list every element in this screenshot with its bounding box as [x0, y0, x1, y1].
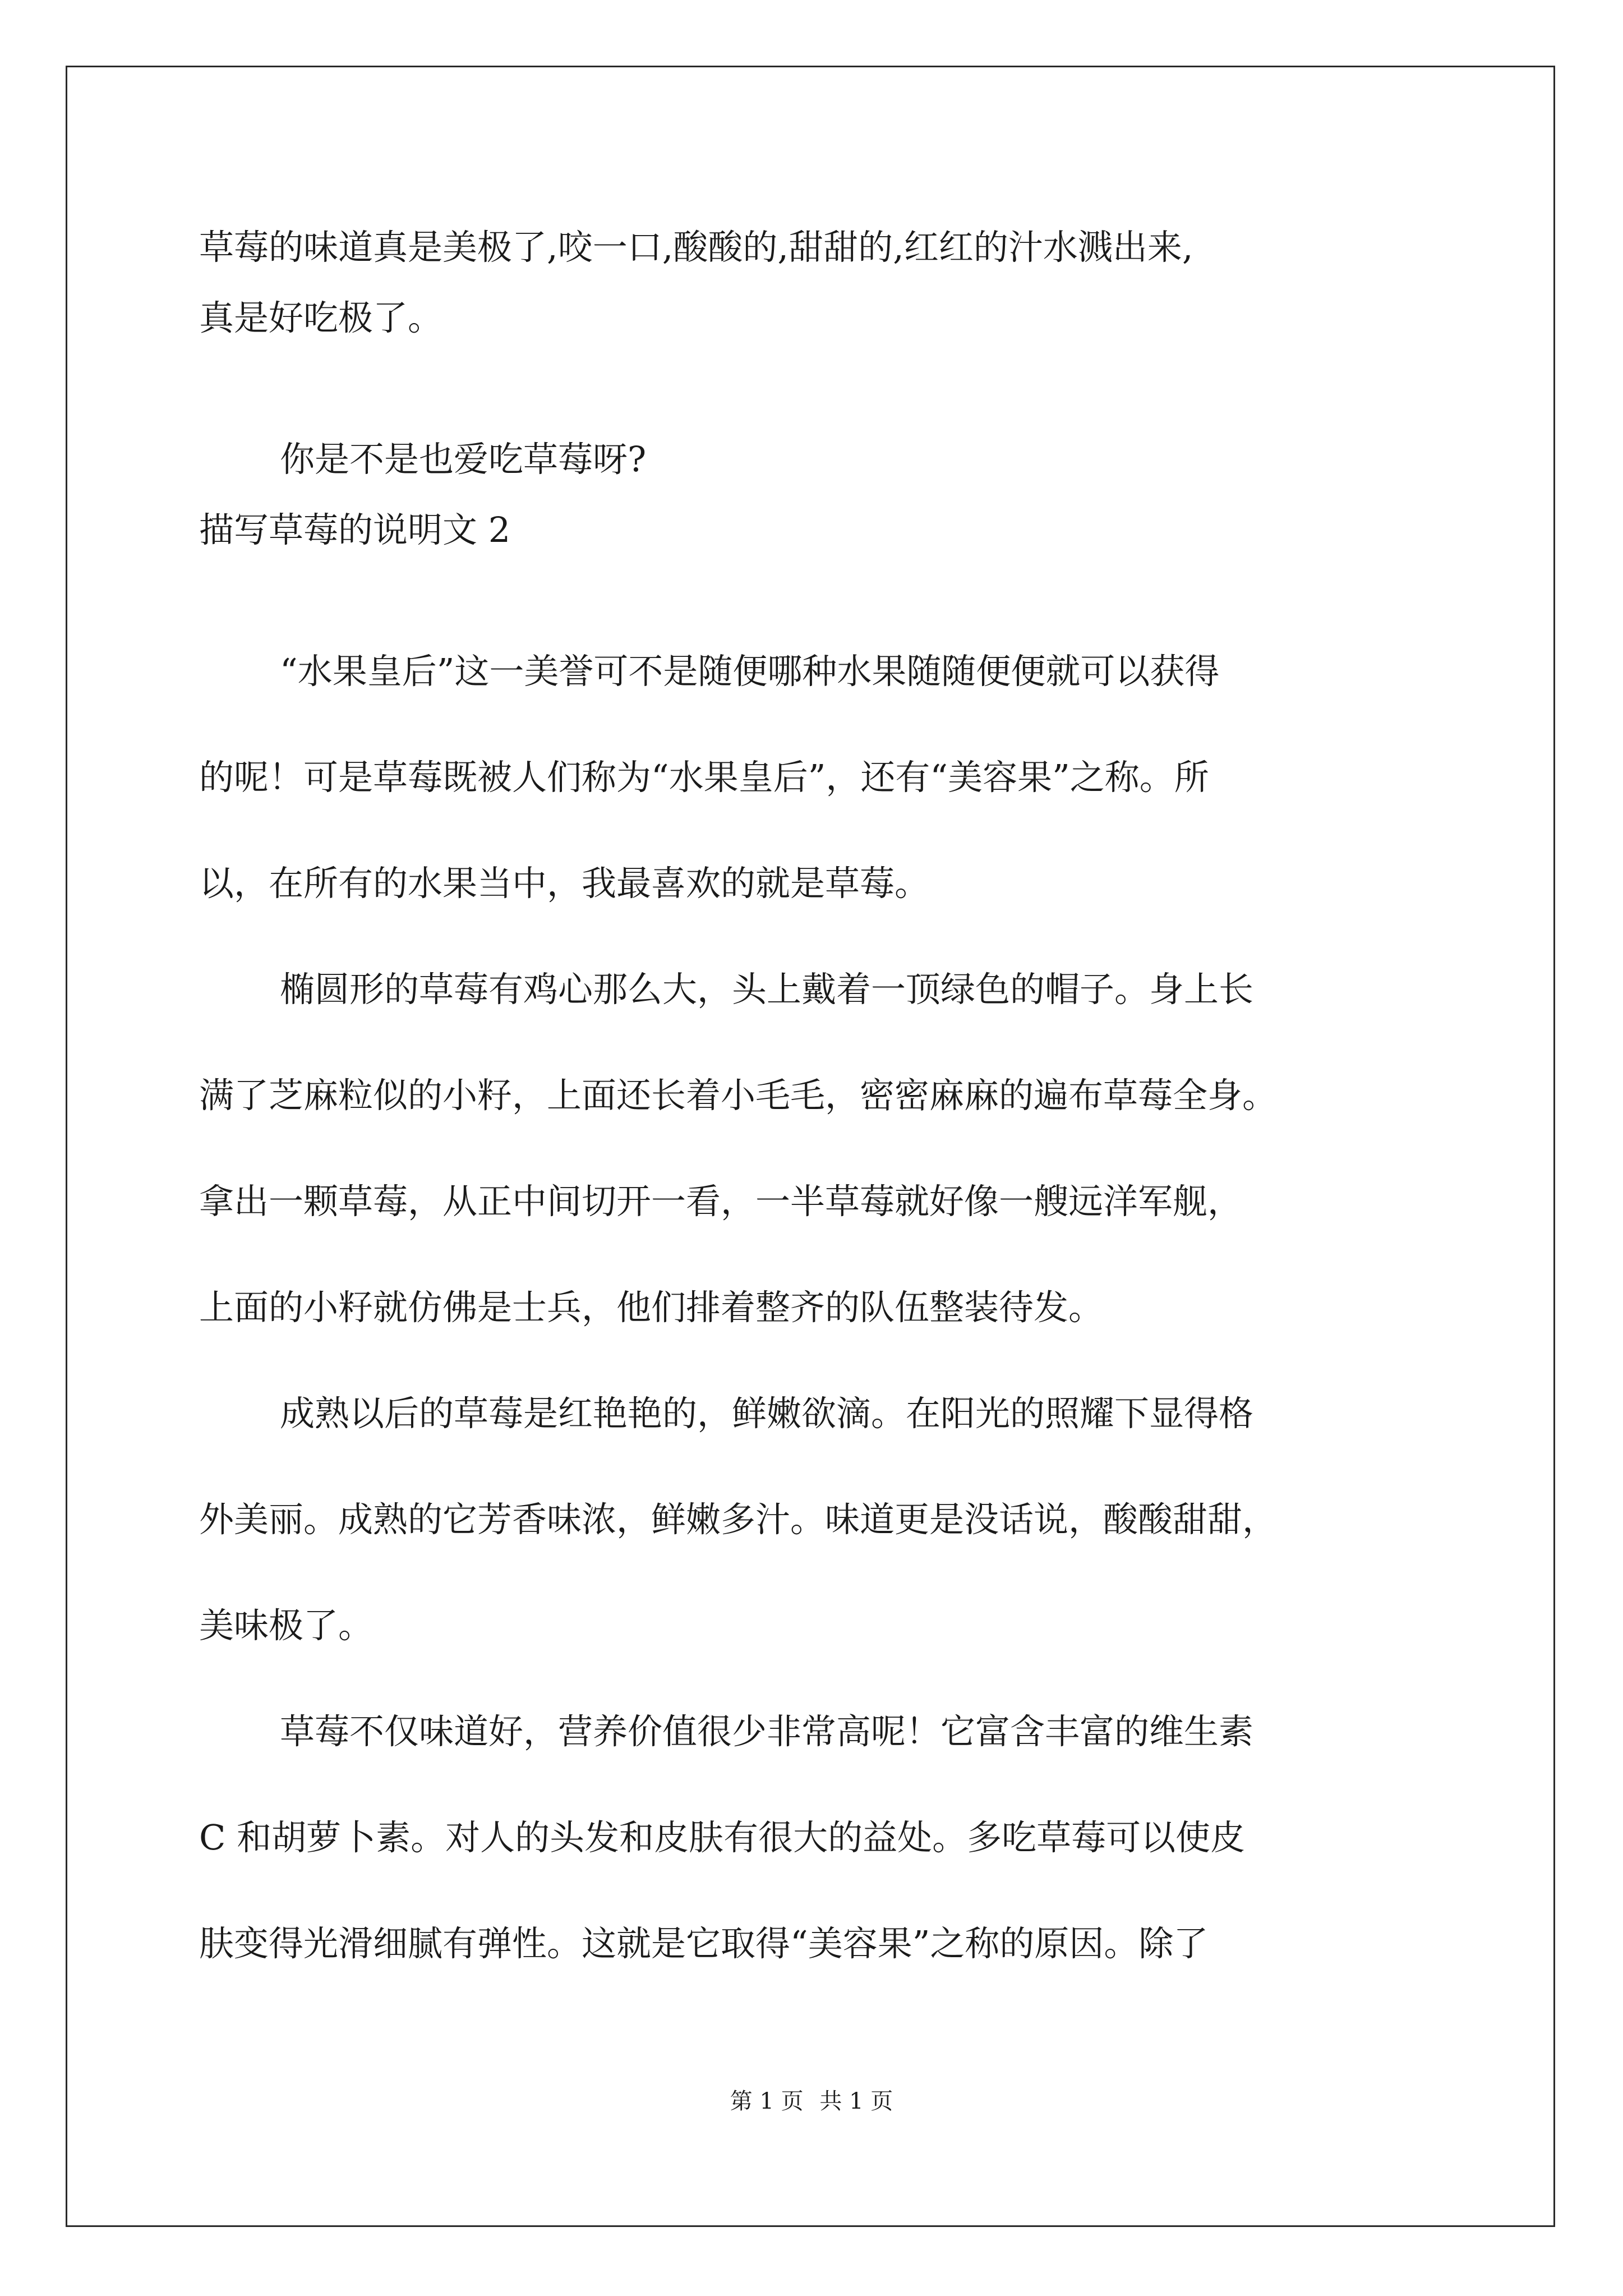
section-heading: 描写草莓的说明文 2 — [199, 509, 511, 550]
page-footer — [0, 2090, 1623, 2113]
paragraph-line: 成熟以后的草莓是红艳艳的，鲜嫩欲滴。在阳光的照耀下显得格 — [280, 1393, 1254, 1434]
paragraph-line: 肤变得光滑细腻有弹性。这就是它取得“美容果”之称的原因。除了 — [199, 1923, 1209, 1964]
paragraph-line: 你是不是也爱吃草莓呀? — [280, 439, 647, 480]
paragraph-line: 的呢！可是草莓既被人们称为“水果皇后”，还有“美容果”之称。所 — [199, 757, 1209, 798]
paragraph-line: 草莓的味道真是美极了,咬一口,酸酸的,甜甜的,红红的汁水溅出来, — [199, 227, 1193, 268]
page-number: 第 1 页 — [730, 2088, 804, 2114]
paragraph-line: C 和胡萝卜素。对人的头发和皮肤有很大的益处。多吃草莓可以使皮 — [199, 1817, 1246, 1858]
paragraph-line: 满了芝麻粒似的小籽，上面还长着小毛毛，密密麻麻的遍布草莓全身。 — [199, 1075, 1278, 1116]
paragraph-line: 外美丽。成熟的它芳香味浓，鲜嫩多汁。味道更是没话说，酸酸甜甜， — [199, 1499, 1278, 1540]
paragraph-line: 草莓不仅味道好，营养价值很少非常高呢！它富含丰富的维生素 — [280, 1711, 1254, 1752]
paragraph-line: “水果皇后”这一美誉可不是随便哪种水果随随便便就可以获得 — [280, 651, 1220, 692]
paragraph-line: 拿出一颗草莓，从正中间切开一看，一半草莓就好像一艘远洋军舰， — [199, 1181, 1243, 1222]
page-border — [66, 66, 1555, 2227]
paragraph-line: 美味极了。 — [199, 1605, 374, 1646]
paragraph-line: 上面的小籽就仿佛是士兵，他们排着整齐的队伍整装待发。 — [199, 1287, 1104, 1328]
page-total: 共 1 页 — [819, 2088, 893, 2114]
paragraph-line: 真是好吃极了。 — [199, 297, 443, 338]
paragraph-line: 以，在所有的水果当中，我最喜欢的就是草莓。 — [199, 863, 930, 904]
paragraph-line: 椭圆形的草莓有鸡心那么大，头上戴着一顶绿色的帽子。身上长 — [280, 969, 1254, 1010]
